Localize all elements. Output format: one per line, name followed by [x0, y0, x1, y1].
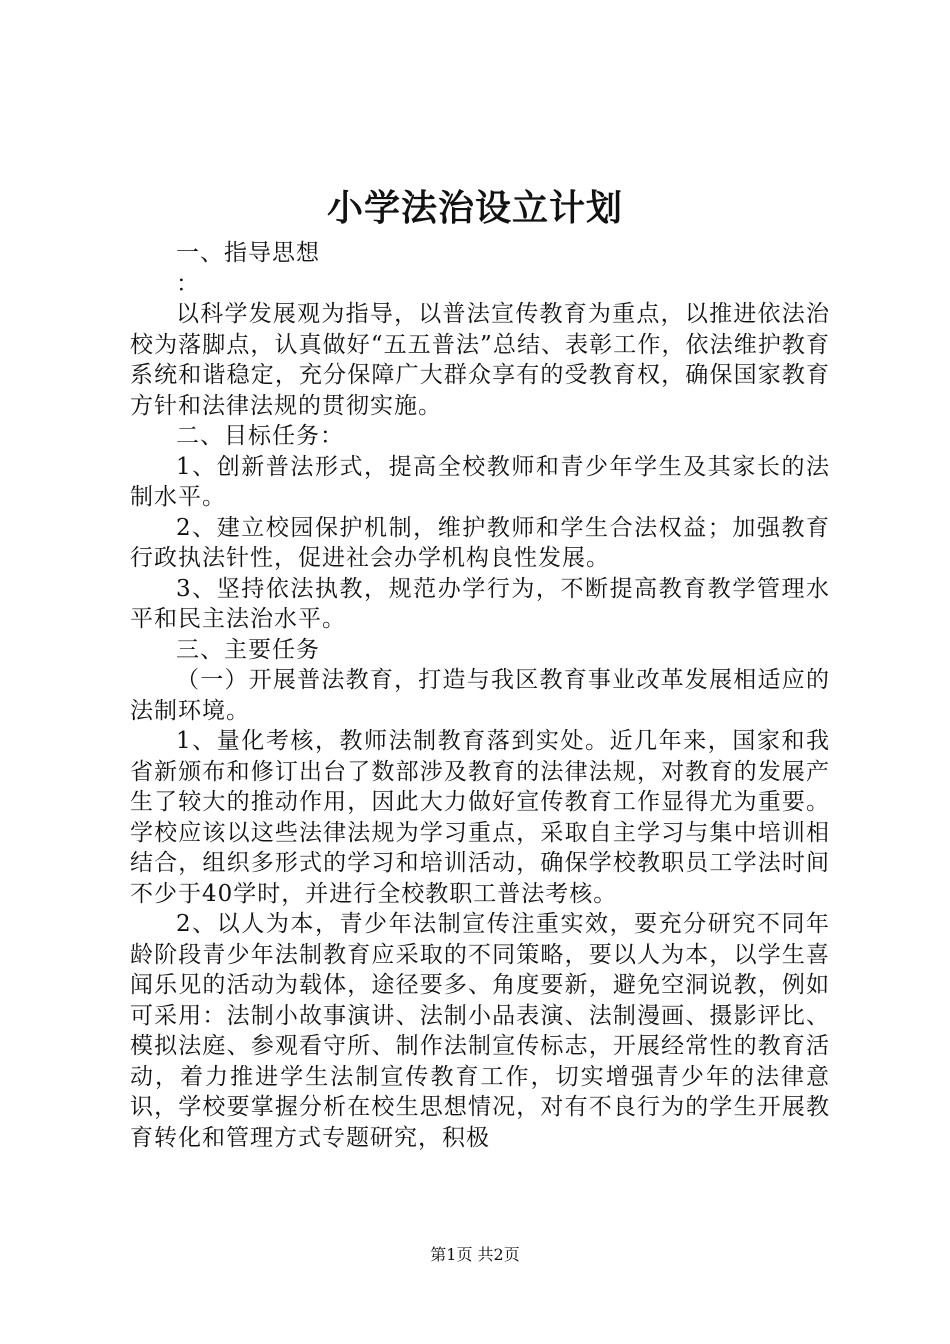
- page-footer: 第1页 共2页: [430, 1245, 520, 1264]
- goal-item-1: 1、创新普法形式，提高全校教师和青少年学生及其家长的法制水平。: [130, 453, 830, 510]
- goal-item-2: 2、建立校园保护机制，维护教师和学生合法权益；加强教育行政执法针性，促进社会办学机构良性发展。: [130, 514, 830, 571]
- colon-line: ：: [176, 270, 200, 297]
- heading-main-tasks: 三、主要任务: [176, 636, 320, 663]
- paragraph-guiding-ideology: 以科学发展观为指导，以普法宣传教育为重点，以推进依法治校为落脚点，认真做好“五五普法”总结、表彰工作，依法维护教育系统和谐稳定，充分保障广大群众享有的受教育权，确保国家教育方针和法律法规的贯彻实施。: [130, 301, 830, 419]
- task-item-2: 2、以人为本，青少年法制宣传注重实效，要充分研究不同年龄阶段青少年法制教育应采取的不同策略，要以人为本，以学生喜闻乐见的活动为载体，途径要多、角度要新，避免空洞说教，例如可采用：法制小故事演讲、法制小品表演、法制漫画、摄影评比、模拟法庭、参观看守所、制作法制宣传标志，开展经常性的教育活动，着力推进学生法制宣传教育工作，切实增强青少年的法律意识，学校要掌握分析在校生思想情况，对有不良行为的学生开展教育转化和管理方式专题研究，积极: [130, 911, 830, 1151]
- goal-item-3: 3、坚持依法执教，规范办学行为，不断提高教育教学管理水平和民主法治水平。: [130, 575, 830, 632]
- heading-guiding-ideology: 一、指导思想: [176, 240, 320, 266]
- heading-goals: 二、目标任务：: [176, 423, 344, 449]
- document-body: [130, 238, 830, 1153]
- document-title: 小学法治设立计划: [326, 187, 623, 229]
- subheading-task-1: （一）开展普法教育，打造与我区教育事业改革发展相适应的法制环境。: [130, 667, 830, 724]
- task-item-1: 1、量化考核，教师法制教育落到实处。近几年来，国家和我省新颁布和修订出台了数部涉及教育的法律法规，对教育的发展产生了较大的推动作用，因此大力做好宣传教育工作显得尤为重要。学校应该以这些法律法规为学习重点，采取自主学习与集中培训相结合，组织多形式的学习和培训活动，确保学校教职员工学法时间不少于40学时，并进行全校教职工普法考核。: [130, 728, 830, 907]
